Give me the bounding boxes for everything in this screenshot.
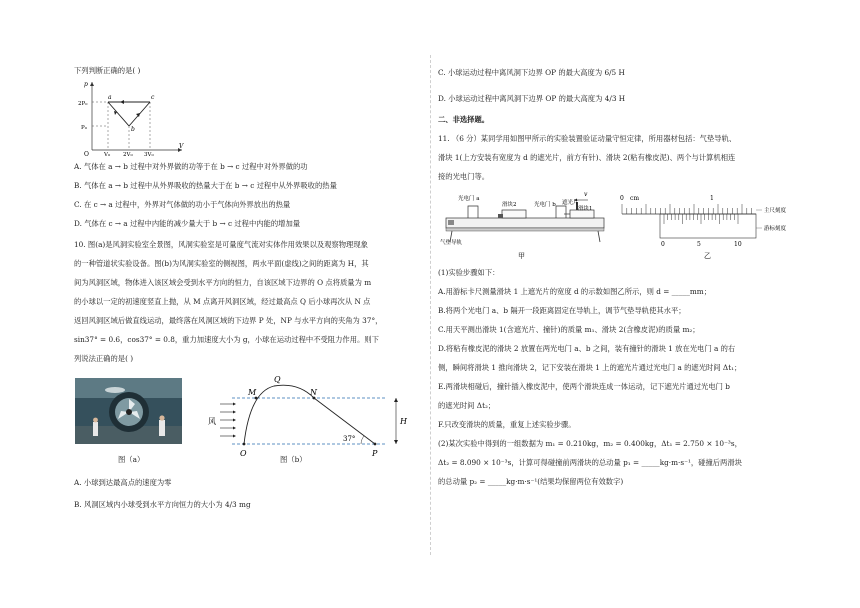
q9-option-d: D. 气体在 c → a 过程中内能的减少量大于 b → c 过程中内能的增加量: [74, 219, 301, 228]
vernier-tick-10: 10: [734, 241, 742, 248]
point-o-label: O: [240, 449, 247, 458]
q9-option-c: C. 在 c → a 过程中，外界对气体做的功小于气体向外界放出的热量: [74, 200, 291, 209]
air-track-label: 气垫导轨: [440, 240, 463, 246]
step-line: A.用游标卡尺测量滑块 1 上遮光片的宽度 d 的示数如图乙所示，则 d = _____mm；: [438, 287, 712, 296]
step-line: 的遮光时间 Δt₂；: [438, 401, 496, 410]
point-p-label: P: [372, 449, 378, 458]
step-line: B.将两个光电门 a、b 隔开一段距离固定在导轨上，调节气垫导轨使其水平；: [438, 306, 686, 315]
q10-option-b: B. 风洞区域内小球受到水平方向恒力的大小为 4/3 mg: [74, 500, 251, 509]
wind-tunnel-photo: [75, 378, 182, 444]
step-line: 侧，瞬间将滑块 1 推向滑块 2，记下安装在滑块 1 上的遮光片通过光电门 a 的遮光时间 Δt₁；: [438, 363, 742, 372]
figure-b-caption: 图（b）: [280, 455, 307, 464]
part-2-line: Δt₂ = 8.090 × 10⁻³s，计算可得碰撞前两滑块的总动量 p₁ = _____kg·m·s⁻¹，碰撞后两滑块: [438, 458, 742, 467]
pv-axis-p: p: [84, 81, 88, 88]
vernier-caliper: [616, 188, 798, 260]
pv-tick-v0: V₀: [104, 152, 111, 156]
q10-text-line: 的小球以一定的初速度竖直上抛，从 M 点离开风洞区域，经过最高点 Q 后小球再次从 N 点: [74, 297, 371, 306]
angle-label: 37°: [343, 435, 356, 443]
pv-point-b: b: [131, 126, 135, 133]
pv-tick-2p0: 2P₀: [78, 101, 88, 107]
figure-a-caption: 图（a）: [118, 455, 145, 464]
height-label: H: [400, 417, 407, 426]
air-track-apparatus: [438, 188, 608, 260]
gate-b-label: 光电门 b: [534, 202, 556, 208]
pv-point-c: c: [151, 94, 155, 101]
q10-text-line: 间为风洞区域，物体进入该区域会受到水平方向的恒力，自该区域下边界的 O 点将质量为 m: [74, 278, 372, 287]
q10-text-line: 10. 图(a)是风洞实验室全景图，风洞实验室是可量度气流对实体作用效果以及观察物理现象: [74, 240, 368, 249]
wind-tunnel-side-view: [202, 370, 412, 462]
shade-label: 遮光片: [562, 200, 579, 206]
q10-text-line: 的一种管道状实验设备。图(b)为风洞实验室的侧视图，两水平面(虚线)之间的距离为 H，其: [74, 259, 369, 268]
block-2-label: 滑块2: [502, 202, 517, 208]
main-tick-0: 0: [620, 195, 624, 202]
q10-option-d: D. 小球运动过程中离风洞下边界 OP 的最大高度为 4/3 H: [438, 94, 626, 103]
pv-diagram: [78, 78, 188, 156]
part-2-line: 的总动量 p₂ = _____kg·m·s⁻¹(结果均保留两位有效数字): [438, 477, 624, 486]
point-m-label: M: [248, 388, 257, 397]
vernier-tick-0: 0: [661, 241, 665, 248]
q10-text-line: sin37° = 0.6，cos37° = 0.8，重力加速度大小为 g，小球在运动过程中不受阻力作用。则下: [74, 335, 379, 344]
q10-option-a: A. 小球到达最高点的速度为零: [74, 478, 172, 487]
vernier-scale-label: 游标刻度: [764, 226, 787, 232]
q11-text-line: 滑块 1(上方安装有宽度为 d 的遮光片，前方有针)、滑块 2(粘有橡皮泥)、两个与计算机相连: [438, 153, 736, 162]
step-line: C.用天平测出滑块 1(含遮光片、撞针)的质量 m₁、滑块 2(含橡皮泥)的质量 m₂；: [438, 325, 700, 334]
pv-tick-3v0: 3V₀: [144, 152, 154, 156]
main-tick-1: 1: [710, 195, 714, 202]
q10-text-line: 返回风洞区域后做直线运动，最终落在风洞区域的下边界 P 处，NP 与水平方向的夹角为 37°，: [74, 316, 383, 325]
wind-label: 风: [208, 417, 216, 426]
cm-unit-label: cm: [630, 195, 640, 202]
pv-point-a: a: [108, 94, 112, 101]
column-divider: [430, 55, 431, 555]
pv-origin: O: [84, 151, 89, 156]
step-line: F.只改变滑块的质量，重复上述实验步骤。: [438, 420, 576, 429]
block-1-label: 滑块1: [578, 206, 593, 212]
figure-jia-caption: 甲: [518, 252, 525, 260]
figure-yi-caption: 乙: [704, 252, 711, 260]
main-scale-label: 主尺刻度: [764, 208, 787, 214]
q9-option-a: A. 气体在 a → b 过程中对外界做的功等于在 b → c 过程中对外界做的功: [74, 162, 308, 171]
velocity-label: v: [584, 191, 588, 198]
pv-axis-v: V: [179, 143, 184, 150]
q10-text-line: 列说法正确的是( ): [74, 354, 134, 363]
vernier-tick-5: 5: [697, 241, 701, 248]
step-line: D.将粘有橡皮泥的滑块 2 放置在两光电门 a、b 之间，装有撞针的滑块 1 放在光电门 a 的右: [438, 344, 736, 353]
point-q-label: Q: [274, 375, 281, 384]
pv-tick-2v0: 2V₀: [123, 152, 133, 156]
pv-tick-p0: P₀: [81, 125, 87, 131]
q11-text-line: 11. （6 分）某同学用如图甲所示的实验装置验证动量守恒定律，所用器材包括：气垫导轨、: [438, 134, 737, 143]
part-2-line: (2)某次实验中得到的一组数据为 m₁ = 0.210kg，m₂ = 0.400kg，Δt₁ = 2.750 × 10⁻³s，: [438, 439, 742, 448]
q9-option-b: B. 气体在 a → b 过程中从外界吸收的热量大于在 b → c 过程中从外界吸收的热量: [74, 181, 337, 190]
section-heading: 二、非选择题。: [438, 115, 490, 124]
steps-heading: (1)实验步骤如下：: [438, 268, 500, 277]
step-line: E.两滑块相碰后，撞针插入橡皮泥中，使两个滑块连成一体运动，记下遮光片通过光电门 b: [438, 382, 730, 391]
q10-option-c: C. 小球运动过程中离风洞下边界 OP 的最大高度为 6/5 H: [438, 68, 625, 77]
q9-prompt: 下列判断正确的是( ): [74, 66, 141, 75]
point-n-label: N: [310, 388, 317, 397]
q11-text-line: 接的光电门等。: [438, 172, 490, 181]
gate-a-label: 光电门 a: [458, 196, 480, 202]
